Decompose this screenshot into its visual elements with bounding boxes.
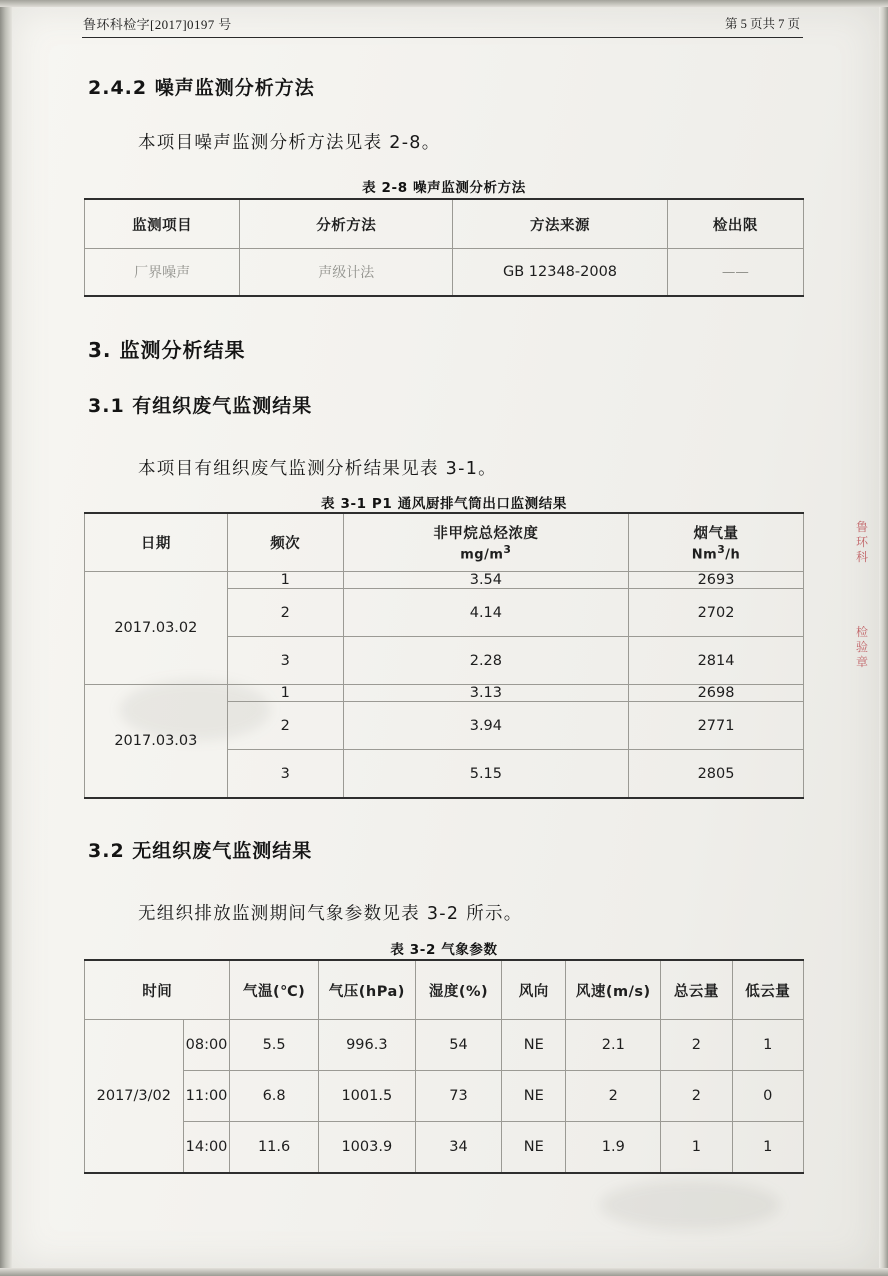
td-concentration: 2.28 (343, 637, 628, 685)
section-title-3-2: 3.2 无组织废气监测结果 (88, 840, 313, 862)
td-frequency: 1 (227, 685, 343, 702)
td-humidity: 34 (415, 1122, 501, 1174)
td-total-cloud: 2 (661, 1020, 732, 1071)
td-temperature: 6.8 (230, 1071, 318, 1122)
table-row (85, 572, 804, 589)
th-detection-limit: 检出限 (667, 199, 803, 249)
th-nmhc-unit-text: mg/m (460, 547, 504, 563)
paragraph-2-4-2: 本项目噪声监测分析方法见表 2-8。 (138, 133, 441, 153)
header-page-label: 第 5 页共 7 页 (724, 17, 800, 31)
th-humidity: 湿度(%) (415, 960, 501, 1020)
th-total-cloud: 总云量 (661, 960, 732, 1020)
td-wind-direction: NE (502, 1071, 566, 1122)
th-flue-unit-text: Nm (691, 547, 718, 563)
td-concentration: 3.94 (343, 702, 628, 750)
td-concentration: 3.13 (343, 685, 628, 702)
table-row-header (85, 199, 804, 249)
th-nmhc-unit-sup: 3 (503, 543, 512, 557)
td-flue-volume: 2805 (629, 750, 804, 799)
td-wind-direction: NE (502, 1020, 566, 1071)
red-stamp-mark-2: 检验章 (855, 625, 868, 669)
table-2-8 (84, 198, 804, 297)
td-analysis-method: 声级计法 (240, 249, 453, 297)
th-nmhc-unit (346, 543, 626, 562)
td-flue-volume: 2698 (629, 685, 804, 702)
td-date: 2017/3/02 (85, 1020, 184, 1174)
td-frequency: 1 (227, 572, 343, 589)
td-monitor-item: 厂界噪声 (85, 249, 240, 297)
th-low-cloud: 低云量 (732, 960, 803, 1020)
th-monitor-item: 监测项目 (85, 199, 240, 249)
th-flue-gas-volume (629, 513, 804, 572)
th-frequency: 频次 (227, 513, 343, 572)
th-flue-unit-tail: /h (725, 547, 741, 563)
td-temperature: 11.6 (230, 1122, 318, 1174)
td-pressure: 1001.5 (318, 1071, 415, 1122)
th-flue-label: 烟气量 (693, 526, 739, 543)
td-concentration: 5.15 (343, 750, 628, 799)
td-low-cloud: 1 (732, 1020, 803, 1071)
td-frequency: 2 (227, 589, 343, 637)
td-date-group-1: 2017.03.02 (85, 572, 228, 685)
section-title-3-1: 3.1 有组织废气监测结果 (88, 395, 313, 417)
td-total-cloud: 2 (661, 1071, 732, 1122)
td-flue-volume: 2814 (629, 637, 804, 685)
table-2-8-caption: 表 2-8 噪声监测分析方法 (362, 180, 526, 196)
td-pressure: 996.3 (318, 1020, 415, 1071)
th-analysis-method: 分析方法 (240, 199, 453, 249)
paragraph-3-1: 本项目有组织废气监测分析结果见表 3-1。 (138, 459, 497, 479)
header-divider (82, 37, 803, 38)
header-doc-number: 鲁环科检字[2017]0197 号 (83, 17, 232, 32)
table-row-header (85, 960, 804, 1020)
td-concentration: 3.54 (343, 572, 628, 589)
section-title-2-4-2: 2.4.2 噪声监测分析方法 (88, 77, 315, 99)
td-method-source: GB 12348-2008 (453, 249, 667, 297)
td-humidity: 54 (415, 1020, 501, 1071)
table-3-1 (84, 512, 804, 799)
table-row (85, 249, 804, 297)
td-wind-speed: 2.1 (566, 1020, 661, 1071)
section-title-3: 3. 监测分析结果 (88, 338, 246, 362)
td-total-cloud: 1 (661, 1122, 732, 1174)
td-flue-volume: 2693 (629, 572, 804, 589)
th-time: 时间 (85, 960, 230, 1020)
td-frequency: 3 (227, 637, 343, 685)
td-flue-volume: 2702 (629, 589, 804, 637)
th-method-source: 方法来源 (453, 199, 667, 249)
th-flue-unit-sup: 3 (717, 543, 726, 557)
table-row (85, 1071, 804, 1122)
table-row (85, 1020, 804, 1071)
th-pressure: 气压(hPa) (318, 960, 415, 1020)
td-time: 14:00 (183, 1122, 230, 1174)
td-humidity: 73 (415, 1071, 501, 1122)
th-flue-unit (631, 543, 801, 562)
td-time: 08:00 (183, 1020, 230, 1071)
table-row-header (85, 513, 804, 572)
td-pressure: 1003.9 (318, 1122, 415, 1174)
td-concentration: 4.14 (343, 589, 628, 637)
th-temperature: 气温(℃) (230, 960, 318, 1020)
td-low-cloud: 0 (732, 1071, 803, 1122)
table-3-2-caption: 表 3-2 气象参数 (390, 942, 498, 958)
td-frequency: 2 (227, 702, 343, 750)
td-flue-volume: 2771 (629, 702, 804, 750)
table-row (85, 685, 804, 702)
td-low-cloud: 1 (732, 1122, 803, 1174)
table-row (85, 1122, 804, 1174)
th-wind-direction: 风向 (502, 960, 566, 1020)
th-wind-speed: 风速(m/s) (566, 960, 661, 1020)
table-3-1-caption: 表 3-1 P1 通风厨排气筒出口监测结果 (321, 496, 567, 512)
td-time: 11:00 (183, 1071, 230, 1122)
td-date-group-2: 2017.03.03 (85, 685, 228, 799)
paragraph-3-2: 无组织排放监测期间气象参数见表 3-2 所示。 (138, 904, 523, 924)
td-frequency: 3 (227, 750, 343, 799)
td-temperature: 5.5 (230, 1020, 318, 1071)
th-nmhc-label: 非甲烷总烃浓度 (433, 526, 539, 543)
td-wind-direction: NE (502, 1122, 566, 1174)
td-wind-speed: 1.9 (566, 1122, 661, 1174)
th-date: 日期 (85, 513, 228, 572)
th-nmhc-concentration (343, 513, 628, 572)
table-3-2 (84, 959, 804, 1174)
red-stamp-mark-1: 鲁环科 (855, 520, 868, 564)
td-detection-limit: —— (667, 249, 803, 297)
td-wind-speed: 2 (566, 1071, 661, 1122)
